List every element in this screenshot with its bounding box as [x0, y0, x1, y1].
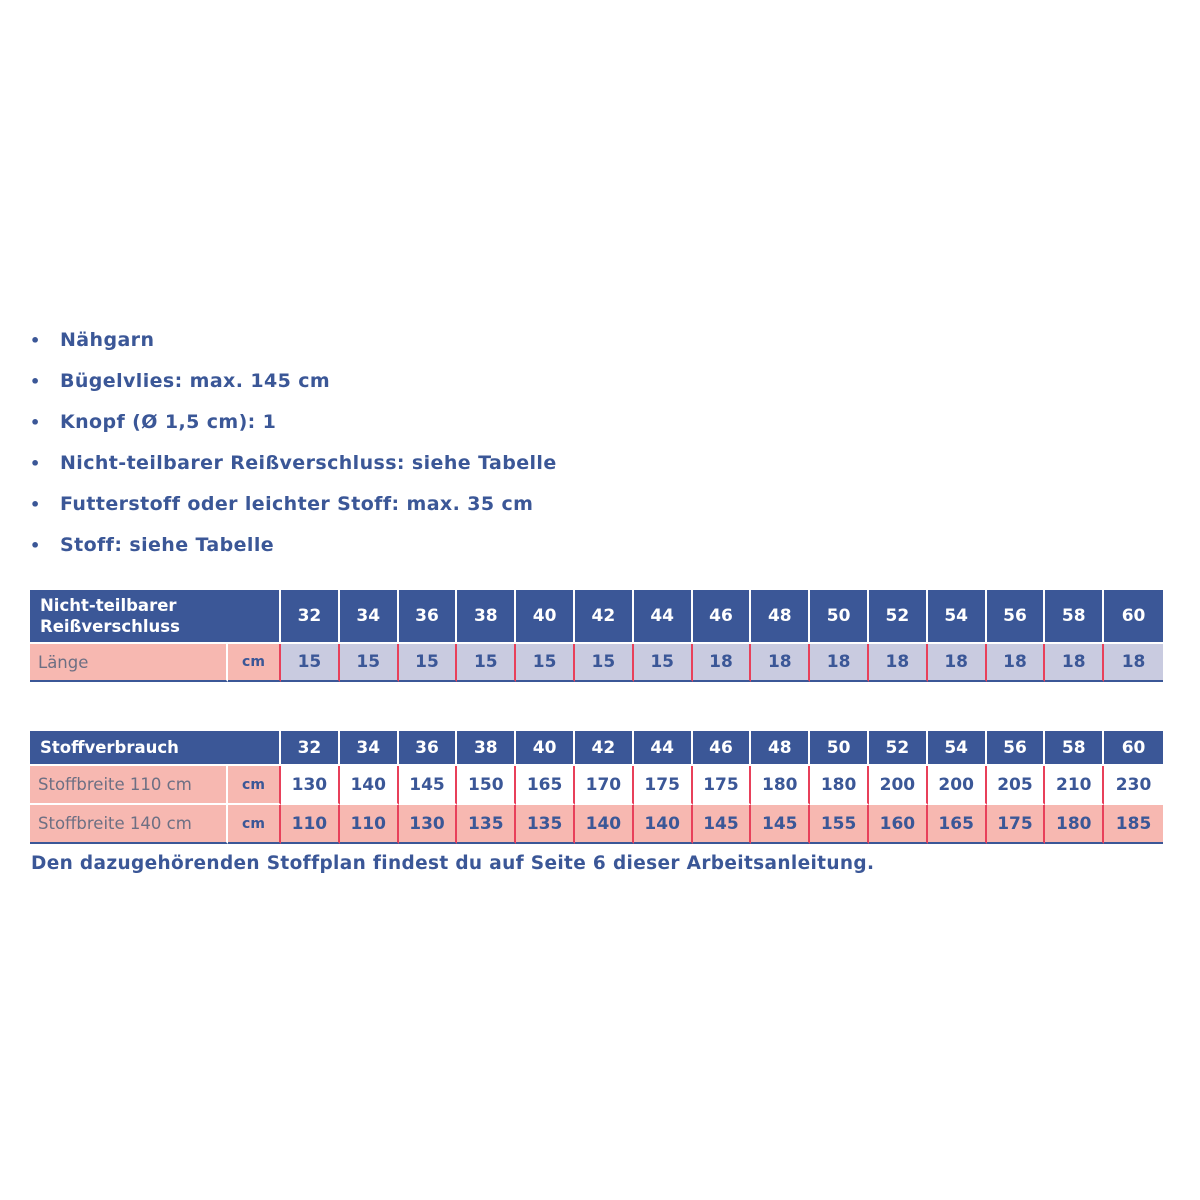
fabric-140-label: Stoffbreite 140 cm: [30, 805, 228, 844]
size-value-cell: 200: [869, 766, 928, 805]
fabric-size-header: 52: [869, 731, 928, 766]
zipper-length-row: [30, 644, 1163, 682]
fabric-size-header: 60: [1104, 731, 1163, 766]
size-value-cell: 15: [399, 644, 458, 682]
zipper-size-header: 48: [751, 590, 810, 644]
size-value-cell: 140: [340, 766, 399, 805]
size-value-cell: 180: [810, 766, 869, 805]
zipper-size-header: 44: [634, 590, 693, 644]
zipper-length-unit: cm: [228, 644, 281, 682]
fabric-size-header: 46: [693, 731, 752, 766]
size-value-cell: 200: [928, 766, 987, 805]
size-value-cell: 18: [810, 644, 869, 682]
size-value-cell: 150: [457, 766, 516, 805]
zipper-size-header: 46: [693, 590, 752, 644]
size-value-cell: 18: [928, 644, 987, 682]
fabric-110-label: Stoffbreite 110 cm: [30, 766, 228, 805]
material-item: [30, 445, 557, 486]
zipper-size-header: 60: [1104, 590, 1163, 644]
size-value-cell: 135: [457, 805, 516, 844]
fabric-140-unit: cm: [228, 805, 281, 844]
size-value-cell: 230: [1104, 766, 1163, 805]
bullet-icon: •: [30, 495, 41, 514]
zipper-size-header: 50: [810, 590, 869, 644]
zipper-size-header: 34: [340, 590, 399, 644]
zipper-length-label: Länge: [30, 644, 228, 682]
zipper-table: [30, 590, 1163, 682]
zipper-size-header: 56: [987, 590, 1046, 644]
fabric-size-header: 44: [634, 731, 693, 766]
fabric-table: [30, 731, 1163, 844]
fabric-140-row: [30, 805, 1163, 844]
size-value-cell: 175: [987, 805, 1046, 844]
size-value-cell: 135: [516, 805, 575, 844]
size-value-cell: 18: [1104, 644, 1163, 682]
fabric-size-header: 48: [751, 731, 810, 766]
footnote: Den dazugehörenden Stoffplan findest du auf Seite 6 dieser Arbeitsanleitung.: [31, 853, 875, 874]
size-value-cell: 175: [693, 766, 752, 805]
size-value-cell: 160: [869, 805, 928, 844]
size-value-cell: 165: [516, 766, 575, 805]
bullet-icon: •: [30, 454, 41, 473]
size-value-cell: 140: [575, 805, 634, 844]
size-value-cell: 18: [693, 644, 752, 682]
zipper-size-header: 38: [457, 590, 516, 644]
zipper-title-line2: Reißverschluss: [40, 617, 180, 636]
size-value-cell: 18: [987, 644, 1046, 682]
fabric-size-header: 32: [281, 731, 340, 766]
size-value-cell: 185: [1104, 805, 1163, 844]
bullet-icon: •: [30, 331, 41, 350]
material-item: [30, 363, 557, 404]
size-value-cell: 175: [634, 766, 693, 805]
fabric-size-header: 34: [340, 731, 399, 766]
size-value-cell: 15: [634, 644, 693, 682]
size-value-cell: 110: [281, 805, 340, 844]
material-text: Nicht-teilbarer Reißverschluss: siehe Tabelle: [60, 452, 557, 474]
fabric-size-header: 54: [928, 731, 987, 766]
zipper-size-header: 42: [575, 590, 634, 644]
size-value-cell: 15: [516, 644, 575, 682]
material-item: [30, 527, 557, 568]
material-text: Bügelvlies: max. 145 cm: [60, 370, 331, 392]
material-item: [30, 322, 557, 363]
size-value-cell: 18: [1045, 644, 1104, 682]
size-value-cell: 15: [457, 644, 516, 682]
size-value-cell: 18: [751, 644, 810, 682]
fabric-size-header: 42: [575, 731, 634, 766]
zipper-title-line1: Nicht-teilbarer: [40, 596, 177, 615]
size-value-cell: 140: [634, 805, 693, 844]
fabric-size-header: 58: [1045, 731, 1104, 766]
materials-list: [30, 322, 557, 568]
size-value-cell: 15: [281, 644, 340, 682]
material-item: [30, 486, 557, 527]
size-value-cell: 130: [399, 805, 458, 844]
zipper-header-row: [30, 590, 1163, 644]
material-text: Stoff: siehe Tabelle: [60, 534, 275, 556]
zipper-size-header: 54: [928, 590, 987, 644]
zipper-size-header: 36: [399, 590, 458, 644]
size-value-cell: 210: [1045, 766, 1104, 805]
size-value-cell: 165: [928, 805, 987, 844]
fabric-size-header: 50: [810, 731, 869, 766]
fabric-size-header: 36: [399, 731, 458, 766]
bullet-icon: •: [30, 536, 41, 555]
zipper-size-header: 52: [869, 590, 928, 644]
size-value-cell: 170: [575, 766, 634, 805]
material-text: Knopf (Ø 1,5 cm): 1: [60, 411, 277, 433]
size-value-cell: 15: [575, 644, 634, 682]
size-value-cell: 145: [751, 805, 810, 844]
fabric-table-title: Stoffverbrauch: [30, 731, 281, 766]
size-value-cell: 180: [751, 766, 810, 805]
bullet-icon: •: [30, 413, 41, 432]
zipper-size-header: 32: [281, 590, 340, 644]
size-value-cell: 145: [693, 805, 752, 844]
material-text: Nähgarn: [60, 329, 155, 351]
size-value-cell: 130: [281, 766, 340, 805]
size-value-cell: 110: [340, 805, 399, 844]
zipper-table-title: [30, 590, 281, 644]
zipper-size-header: 58: [1045, 590, 1104, 644]
size-value-cell: 155: [810, 805, 869, 844]
fabric-size-header: 38: [457, 731, 516, 766]
fabric-header-row: [30, 731, 1163, 766]
fabric-size-header: 56: [987, 731, 1046, 766]
size-value-cell: 15: [340, 644, 399, 682]
zipper-size-header: 40: [516, 590, 575, 644]
size-value-cell: 180: [1045, 805, 1104, 844]
fabric-size-header: 40: [516, 731, 575, 766]
material-text: Futterstoff oder leichter Stoff: max. 35 cm: [60, 493, 534, 515]
size-value-cell: 205: [987, 766, 1046, 805]
bullet-icon: •: [30, 372, 41, 391]
material-item: [30, 404, 557, 445]
size-value-cell: 145: [399, 766, 458, 805]
fabric-110-row: [30, 766, 1163, 805]
fabric-110-unit: cm: [228, 766, 281, 805]
size-value-cell: 18: [869, 644, 928, 682]
